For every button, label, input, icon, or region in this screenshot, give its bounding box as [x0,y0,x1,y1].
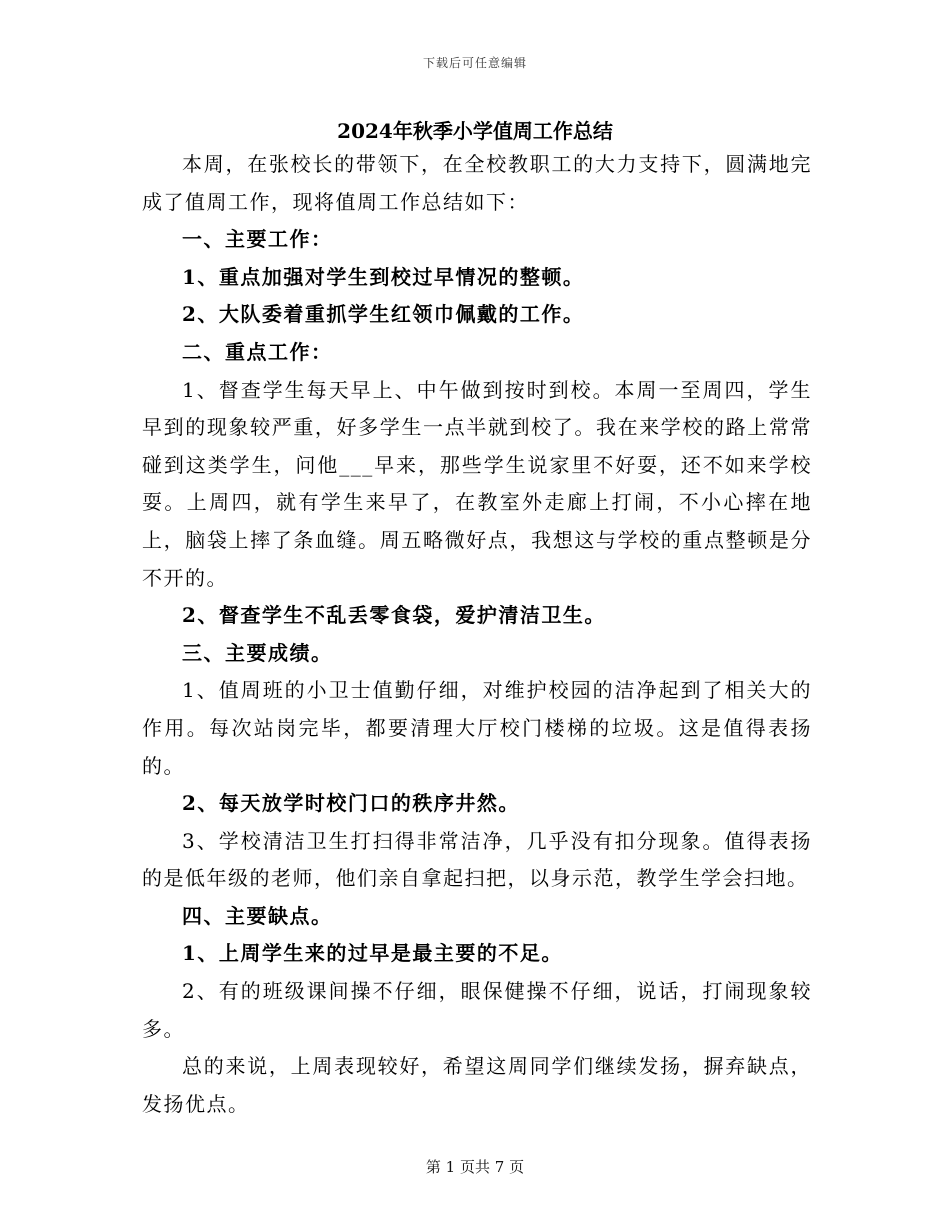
section-heading: 二、重点工作： [182,339,333,364]
section-heading: 四、主要缺点。 [182,903,333,928]
list-item: 1、重点加强对学生到校过早情况的整顿。 [182,264,585,289]
paragraph: 本周，在张校长的带领下，在全校教职工的大力支持下，圆满地完成了值周工作，现将值周工作总结如下： [142,152,812,214]
document-body [142,146,812,1123]
paragraph: 总的来说，上周表现较好，希望这周同学们继续发扬，摒弃缺点，发扬优点。 [142,1054,812,1116]
section-heading: 三、主要成绩。 [182,640,333,665]
paragraph: 1、督查学生每天早上、中午做到按时到校。本周一至周四，学生早到的现象较严重，好多学生一点半就到校了。我在来学校的路上常常碰到这类学生，问他___早来，那些学生说家里不好耍，还不如来学校耍。上周四，就有学生来早了，在教室外走廊上打闹，不小心摔在地上，脑袋上摔了条血缝。周五略微好点，我想这与学校的重点整顿是分不开的。 [142,377,812,590]
paragraph: 3、学校清洁卫生打扫得非常洁净，几乎没有扣分现象。值得表扬的是低年级的老师，他们亲自拿起扫把，以身示范，教学生学会扫地。 [142,828,812,891]
document-title: 2024年秋季小学值周工作总结 [337,119,613,143]
page-footer: 第 1 页共 7 页 [425,1158,525,1176]
paragraph: 1、值周班的小卫士值勤仔细，对维护校园的洁净起到了相关大的作用。每次站岗完毕，都要清理大厅校门楼梯的垃圾。这是值得表扬的。 [142,678,812,778]
header-note: 下载后可任意编辑 [422,56,527,70]
list-item: 1、上周学生来的过早是最主要的不足。 [182,941,563,966]
list-item: 2、督查学生不乱丢零食袋，爱护清洁卫生。 [182,603,606,628]
list-item: 2、每天放学时校门口的秩序井然。 [182,791,520,816]
section-heading: 一、主要工作： [182,227,333,252]
list-item: 2、大队委着重抓学生红领巾佩戴的工作。 [182,302,585,327]
paragraph: 2、有的班级课间操不仔细，眼保健操不仔细，说话，打闹现象较多。 [142,979,812,1041]
